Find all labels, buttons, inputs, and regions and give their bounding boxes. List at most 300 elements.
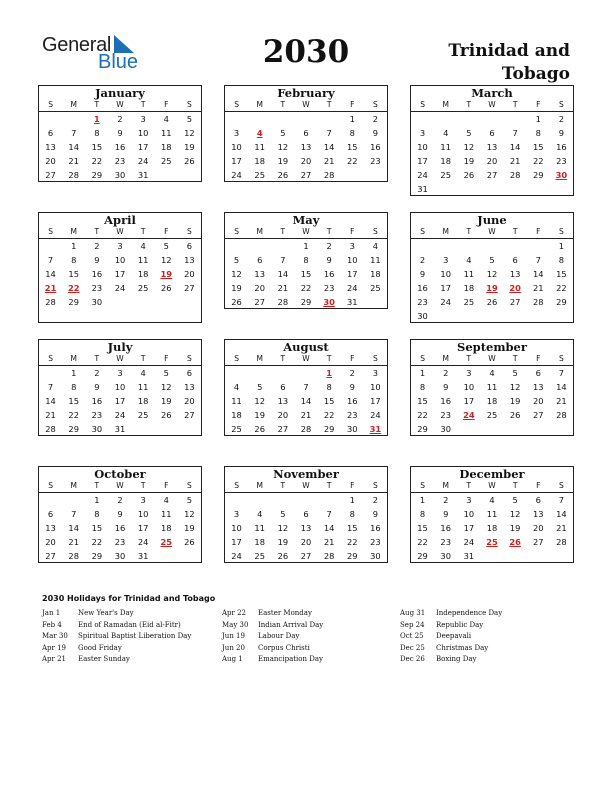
week-row [39, 394, 201, 408]
day-cell: 13 [254, 269, 265, 279]
week-row [411, 366, 573, 380]
weekday-header: T [94, 100, 100, 109]
weekday-header: T [280, 100, 286, 109]
weekday-header: S [187, 354, 192, 363]
day-cell: 6 [535, 368, 541, 378]
holiday-column [222, 608, 323, 666]
day-cell: 29 [417, 551, 428, 561]
day-cell: 24 [463, 537, 475, 547]
day-cell: 16 [91, 396, 103, 406]
day-cell: 7 [326, 128, 332, 138]
day-cell: 7 [558, 495, 565, 505]
day-cell: 30 [91, 297, 103, 307]
day-cell: 11 [160, 509, 172, 519]
day-cell: 23 [114, 537, 126, 547]
holiday-item [400, 620, 502, 632]
day-cell: 18 [231, 410, 242, 420]
day-cell [364, 168, 387, 182]
holiday-date: Oct 25 [400, 632, 424, 640]
weekday-header: S [420, 354, 425, 363]
day-cell [434, 182, 457, 196]
day-cell: 2 [372, 495, 379, 505]
day-cell: 31 [463, 551, 475, 561]
day-cell: 16 [370, 523, 381, 533]
day-cell: 28 [277, 297, 289, 307]
day-cell: 4 [466, 255, 472, 265]
weekday-header: T [512, 100, 518, 109]
weekday-header: F [536, 354, 541, 363]
day-cell: 18 [463, 283, 475, 293]
day-cell: 27 [184, 410, 195, 420]
weekday-header: S [48, 227, 53, 236]
week-row [411, 126, 573, 140]
holiday-name: Good Friday [78, 643, 122, 652]
country-name [370, 40, 570, 86]
day-cell: 12 [277, 142, 289, 152]
day-cell: 1 [71, 241, 77, 251]
day-cell-holiday: 19 [486, 283, 498, 293]
holiday-item [400, 654, 502, 666]
day-cell: 15 [68, 269, 79, 279]
day-cell: 9 [419, 269, 426, 279]
day-cell: 16 [346, 396, 358, 406]
month-july [38, 339, 202, 436]
day-cell: 6 [303, 128, 309, 138]
day-cell: 24 [114, 410, 126, 420]
weekday-header: S [373, 354, 378, 363]
weekday-header: W [302, 100, 310, 109]
day-cell [155, 549, 178, 563]
day-cell: 17 [417, 156, 428, 166]
day-cell: 29 [91, 170, 103, 180]
day-cell: 11 [231, 396, 242, 406]
day-cell: 19 [184, 142, 195, 152]
day-cell-holiday: 30 [323, 297, 335, 307]
week-row [39, 535, 201, 549]
weekday-header-row [225, 99, 387, 112]
month-march [410, 85, 574, 196]
holiday-item [400, 643, 502, 655]
day-cell: 29 [532, 170, 544, 180]
day-cell: 1 [558, 241, 565, 251]
day-cell [178, 295, 201, 309]
day-cell: 22 [91, 537, 103, 547]
week-row [225, 140, 387, 154]
day-cell: 16 [440, 396, 451, 406]
day-cell: 16 [440, 523, 451, 533]
day-cell: 16 [556, 142, 567, 152]
day-cell-holiday: 25 [160, 537, 173, 547]
day-cell: 2 [326, 241, 332, 251]
weekday-header: F [536, 227, 541, 236]
holiday-date: Jun 20 [222, 643, 245, 652]
day-cell [294, 112, 317, 126]
weekday-header: T [94, 354, 100, 363]
day-cell: 25 [137, 410, 149, 420]
day-cell: 2 [372, 114, 379, 124]
day-cell: 14 [68, 523, 79, 533]
weekday-header: M [70, 227, 77, 236]
weekday-header: W [302, 227, 310, 236]
day-cell: 7 [71, 128, 77, 138]
week-row [39, 168, 201, 182]
week-row [39, 154, 201, 168]
month-october [38, 466, 202, 563]
day-cell [480, 182, 503, 196]
day-cell: 18 [137, 396, 149, 406]
holiday-item [222, 654, 323, 666]
weekday-header: S [559, 481, 564, 490]
holiday-item [42, 608, 191, 620]
day-cell: 26 [184, 156, 195, 166]
holiday-column [42, 608, 191, 666]
day-cell: 5 [512, 495, 518, 505]
month-september [410, 339, 574, 436]
weekday-header-row [411, 99, 573, 112]
day-cell: 8 [94, 128, 100, 138]
day-cell: 10 [440, 269, 451, 279]
day-cell: 20 [300, 156, 312, 166]
day-cell: 14 [509, 142, 521, 152]
day-cell: 26 [509, 410, 521, 420]
day-cell: 30 [440, 551, 451, 561]
day-cell [550, 549, 573, 563]
day-cell: 14 [277, 269, 289, 279]
weekday-header-row [225, 480, 387, 493]
weekday-header: T [94, 227, 100, 236]
weekday-header: W [488, 481, 496, 490]
day-cell: 11 [486, 509, 498, 519]
day-cell: 3 [443, 255, 449, 265]
day-cell [527, 182, 550, 196]
week-row [411, 380, 573, 394]
month-name: February [277, 86, 335, 100]
day-cell: 5 [163, 368, 169, 378]
day-cell: 7 [71, 509, 77, 519]
day-cell: 27 [300, 551, 312, 561]
day-cell: 27 [532, 537, 544, 547]
day-cell: 11 [137, 382, 149, 392]
day-cell: 28 [556, 410, 567, 420]
month-november [224, 466, 388, 563]
day-cell: 14 [68, 142, 79, 152]
day-cell: 13 [300, 142, 312, 152]
day-cell: 30 [440, 424, 451, 434]
day-cell [271, 112, 294, 126]
day-cell: 8 [419, 509, 426, 519]
day-cell: 20 [45, 156, 56, 166]
day-cell: 9 [558, 128, 565, 138]
day-cell: 11 [440, 142, 451, 152]
weekday-header: F [350, 481, 355, 490]
day-cell: 2 [94, 241, 100, 251]
day-cell: 3 [233, 128, 240, 138]
day-cell: 12 [277, 523, 289, 533]
day-cell: 1 [349, 114, 355, 124]
weekday-header-row [225, 226, 387, 239]
day-cell: 24 [370, 410, 381, 420]
week-row [39, 521, 201, 535]
day-cell: 23 [114, 156, 126, 166]
day-cell: 25 [440, 170, 451, 180]
day-cell: 8 [71, 382, 77, 392]
holiday-item [42, 631, 191, 643]
day-cell: 28 [68, 170, 79, 180]
country-name-line-1: Trinidad and [448, 41, 570, 61]
week-row [225, 394, 387, 408]
day-cell: 10 [114, 382, 126, 392]
day-cell: 15 [300, 269, 312, 279]
day-cell: 1 [535, 114, 541, 124]
day-cell: 14 [556, 382, 567, 392]
week-row [39, 366, 201, 380]
weekday-header: S [48, 354, 53, 363]
week-row [225, 267, 387, 281]
day-cell: 25 [231, 424, 242, 434]
day-cell: 11 [486, 382, 498, 392]
day-cell: 17 [370, 396, 381, 406]
weekday-header: T [466, 100, 472, 109]
day-cell: 4 [257, 509, 263, 519]
day-cell: 29 [91, 551, 103, 561]
day-cell [364, 295, 387, 309]
day-cell [504, 422, 527, 436]
day-cell: 10 [346, 255, 358, 265]
day-cell: 21 [556, 396, 567, 406]
day-cell: 13 [45, 142, 56, 152]
day-cell: 4 [140, 241, 146, 251]
week-row [39, 295, 201, 309]
weekday-header: F [536, 481, 541, 490]
day-cell: 6 [303, 509, 309, 519]
day-cell: 28 [45, 297, 56, 307]
month-name: June [477, 213, 507, 227]
day-cell: 14 [323, 142, 335, 152]
day-cell: 5 [163, 241, 169, 251]
weekday-header: W [116, 100, 124, 109]
month-name: May [292, 213, 320, 227]
day-cell [480, 309, 503, 323]
day-cell-holiday: 1 [326, 368, 333, 378]
weekday-header: T [466, 227, 472, 236]
weekday-header-row [225, 353, 387, 366]
day-cell: 11 [137, 255, 149, 265]
day-cell [178, 168, 201, 182]
day-cell: 17 [231, 537, 242, 547]
holiday-date: Mar 30 [42, 632, 68, 640]
month-name: July [107, 340, 133, 354]
day-cell: 16 [91, 269, 103, 279]
day-cell: 10 [137, 128, 149, 138]
day-cell: 11 [370, 255, 381, 265]
day-cell: 5 [186, 114, 193, 124]
day-cell: 17 [114, 269, 126, 279]
day-cell: 23 [370, 156, 381, 166]
day-cell [271, 239, 294, 253]
weekday-header: F [350, 227, 355, 236]
week-row [225, 507, 387, 521]
day-cell: 18 [254, 537, 265, 547]
day-cell: 3 [466, 368, 472, 378]
holidays-title: 2030 Holidays for Trinidad and Tobago [42, 594, 216, 603]
day-cell-holiday: 24 [463, 410, 475, 420]
day-cell: 22 [323, 410, 335, 420]
month-august [224, 339, 388, 436]
country-name-line-2: Tobago [501, 64, 570, 84]
holiday-date: Feb 4 [42, 620, 62, 629]
day-cell: 22 [417, 537, 428, 547]
day-cell: 17 [231, 156, 242, 166]
day-cell: 25 [486, 410, 498, 420]
day-cell: 20 [184, 396, 195, 406]
day-cell: 22 [417, 410, 428, 420]
weekday-header: W [488, 354, 496, 363]
holiday-item [42, 620, 191, 632]
week-row [225, 168, 387, 182]
holiday-name: Emancipation Day [258, 655, 323, 663]
day-cell: 28 [509, 170, 521, 180]
day-cell: 31 [346, 297, 358, 307]
day-cell: 23 [370, 537, 381, 547]
day-cell: 11 [254, 142, 265, 152]
day-cell: 24 [231, 551, 242, 561]
day-cell: 13 [184, 255, 195, 265]
weekday-header: M [256, 100, 263, 109]
day-cell: 6 [257, 255, 263, 265]
week-row [39, 549, 201, 563]
day-cell: 1 [349, 495, 355, 505]
day-cell: 23 [556, 156, 567, 166]
day-cell [248, 112, 271, 126]
day-cell: 19 [160, 396, 172, 406]
weekday-header-row [39, 226, 201, 239]
holiday-item [400, 631, 502, 643]
day-cell: 22 [532, 156, 544, 166]
day-cell-holiday: 21 [44, 283, 57, 293]
weekday-header: T [326, 481, 332, 490]
day-cell: 21 [509, 156, 521, 166]
day-cell: 27 [45, 170, 56, 180]
weekday-header: M [256, 354, 263, 363]
weekday-header: W [116, 481, 124, 490]
weekday-header: F [164, 481, 169, 490]
day-cell: 14 [323, 523, 335, 533]
day-cell-holiday: 31 [369, 424, 382, 434]
day-cell: 2 [419, 255, 426, 265]
week-row [39, 408, 201, 422]
day-cell [271, 366, 294, 380]
day-cell: 24 [137, 156, 149, 166]
day-cell: 7 [326, 509, 332, 519]
day-cell: 8 [71, 255, 77, 265]
day-cell: 27 [532, 410, 544, 420]
day-cell: 14 [45, 396, 56, 406]
day-cell: 21 [277, 283, 289, 293]
day-cell [155, 168, 178, 182]
day-cell: 17 [346, 269, 358, 279]
weekday-header: S [48, 100, 53, 109]
day-cell: 16 [114, 142, 126, 152]
day-cell [225, 366, 248, 380]
day-cell: 19 [254, 410, 265, 420]
day-cell: 25 [370, 283, 381, 293]
day-cell: 15 [91, 523, 103, 533]
holiday-name: New Year's Day [78, 609, 134, 617]
day-cell: 1 [71, 368, 77, 378]
day-cell: 7 [558, 368, 565, 378]
day-cell: 11 [254, 523, 265, 533]
day-cell: 4 [163, 114, 169, 124]
weekday-header: F [350, 100, 355, 109]
week-row [411, 295, 573, 309]
day-cell: 9 [117, 128, 123, 138]
day-cell: 18 [254, 156, 265, 166]
day-cell: 3 [233, 509, 240, 519]
month-name: November [273, 467, 339, 481]
day-cell: 12 [509, 382, 521, 392]
day-cell: 21 [300, 410, 312, 420]
day-cell: 9 [94, 382, 100, 392]
day-cell: 5 [280, 509, 286, 519]
holiday-name: Christmas Day [436, 643, 489, 652]
weekday-header: W [488, 100, 496, 109]
day-cell: 19 [509, 523, 521, 533]
holiday-date: Dec 26 [400, 655, 425, 663]
week-row [411, 549, 573, 563]
holiday-date: Dec 25 [400, 643, 425, 652]
month-name: January [95, 86, 145, 100]
week-row [225, 380, 387, 394]
day-cell: 7 [47, 382, 54, 392]
day-cell: 30 [91, 424, 103, 434]
day-cell: 13 [486, 142, 498, 152]
day-cell: 15 [417, 396, 428, 406]
week-row [39, 507, 201, 521]
weekday-header: T [280, 481, 286, 490]
day-cell: 10 [137, 509, 149, 519]
weekday-header: M [70, 100, 77, 109]
day-cell-holiday: 25 [486, 537, 498, 547]
day-cell: 16 [370, 142, 381, 152]
day-cell: 23 [91, 410, 103, 420]
weekday-header: F [164, 100, 169, 109]
day-cell: 18 [370, 269, 381, 279]
day-cell: 20 [486, 156, 498, 166]
day-cell: 12 [184, 509, 195, 519]
day-cell [457, 422, 480, 436]
day-cell [504, 112, 527, 126]
holiday-date: Jan 1 [42, 609, 61, 617]
day-cell: 29 [300, 297, 312, 307]
day-cell: 9 [117, 509, 123, 519]
day-cell: 1 [419, 495, 426, 505]
day-cell: 21 [45, 410, 56, 420]
logo-text-blue: Blue [98, 51, 139, 73]
holiday-name: End of Ramadan (Eid al-Fitr) [78, 620, 181, 629]
day-cell: 18 [160, 142, 172, 152]
day-cell: 29 [556, 297, 567, 307]
week-row [411, 422, 573, 436]
day-cell: 6 [489, 128, 495, 138]
day-cell: 13 [277, 396, 289, 406]
holiday-date: Aug 31 [400, 609, 426, 617]
day-cell: 26 [277, 551, 289, 561]
weekday-header: W [488, 227, 496, 236]
week-row [411, 253, 573, 267]
week-row [39, 380, 201, 394]
week-row [39, 140, 201, 154]
day-cell: 19 [463, 156, 475, 166]
